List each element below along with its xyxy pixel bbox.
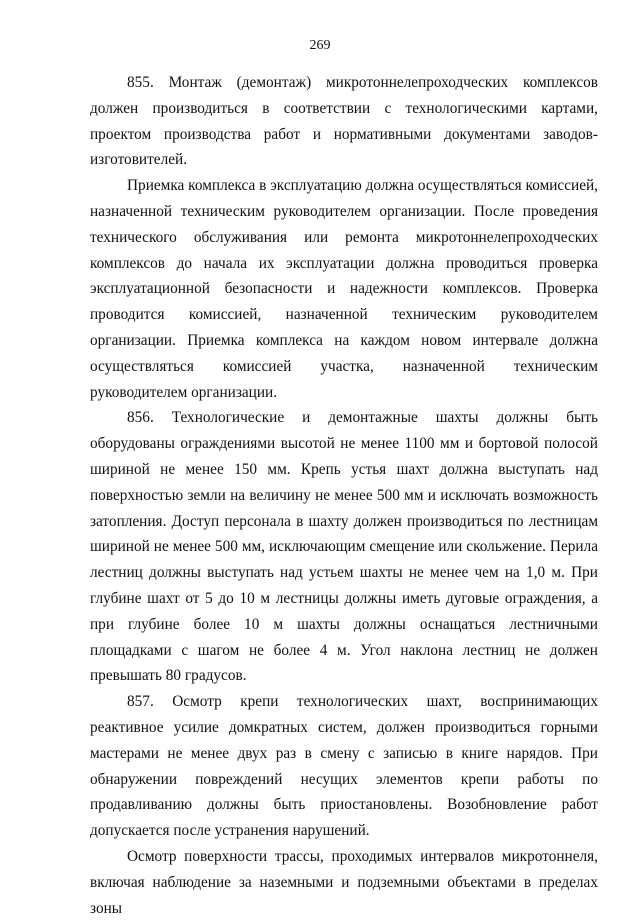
document-body xyxy=(90,70,598,921)
paragraph-route-inspection: Осмотр поверхности трассы, проходимых интервалов микротоннеля, включая наблюдение за наземными и подземными объектами в пределах зоны xyxy=(90,847,598,917)
paragraph-856: 856. Технологические и демонтажные шахты должны быть оборудованы ограждениями высотой не менее 1100 мм и бортовой полосой шириной не менее 150 мм. Крепь устья шахт должна выступать над поверхностью земли на величину не менее 500 мм и исключать возможность затопления. Доступ персонала в шахту должен производиться по лестницам шириной не менее 500 мм, исключающим смещение или скольжение. Перила лестниц должны выступать над устьем шахты не менее чем на 1,0 м. При глубине шахт от 5 до 10 м лестницы должны иметь дуговые ограждения, а при глубине более 10 м шахты должны оснащаться лестничными площадками с шагом не более 4 м. Угол наклона лестниц не должен превышать 80 градусов. xyxy=(90,409,598,685)
paragraph-acceptance: Приемка комплекса в эксплуатацию должна осуществляться комиссией, назначенной техническим руководителем организации. После проведения технического обслуживания или ремонта микротоннелепроходческих комплексов до начала их эксплуатации должна проводиться проверка эксплуатационной безопасности и надежности комплексов. Проверка проводится комиссией, назначенной техническим руководителем организации. Приемка комплекса на каждом новом интервале должна осуществляться комиссией участка, назначенной техническим руководителем организации. xyxy=(90,177,598,401)
paragraph-855: 855. Монтаж (демонтаж) микротоннелепроходческих комплексов должен производиться в соответствии с технологическими картами, проектом производства работ и нормативными документами заводов-изготовителей. xyxy=(90,74,598,169)
page-number: 269 xyxy=(309,38,331,53)
paragraph-857: 857. Осмотр крепи технологических шахт, воспринимающих реактивное усилие домкратных систем, должен производиться горными мастерами не менее двух раз в смену с записью в книге нарядов. При обнаружении повреждений несущих элементов крепи работы по продавливанию должны быть приостановлены. Возобновление работ допускается после устранения нарушений. xyxy=(90,693,598,840)
